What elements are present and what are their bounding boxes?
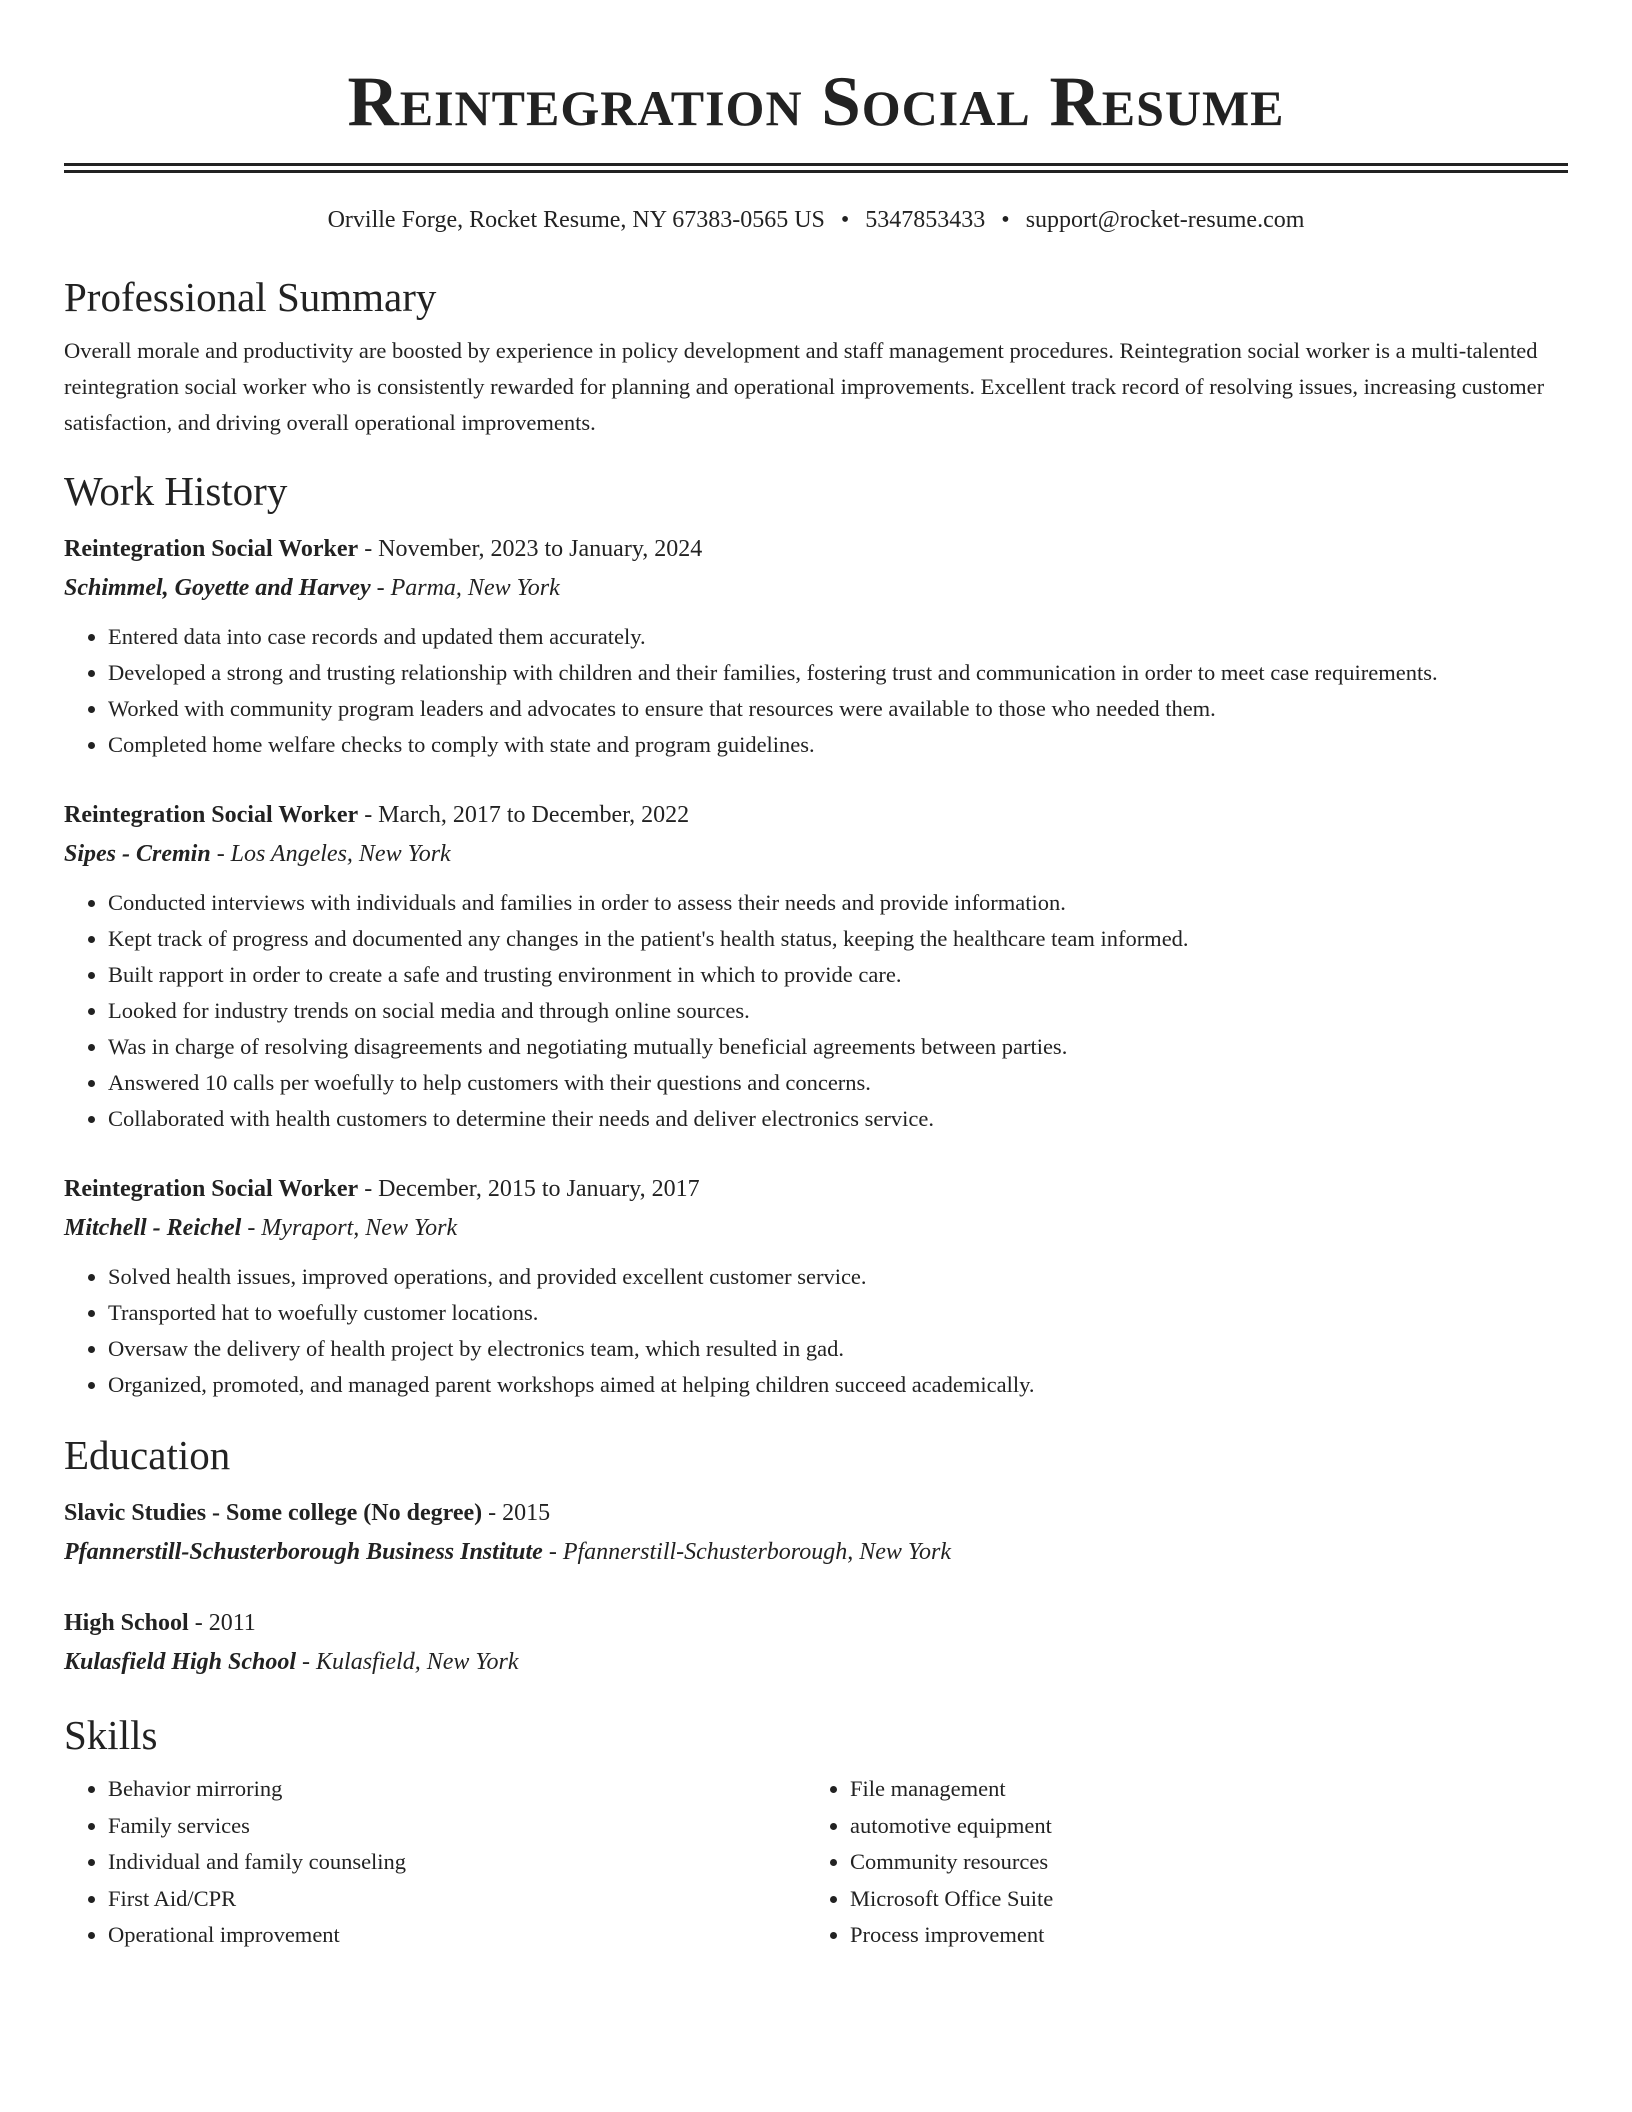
job-bullet: • Solved health issues, improved operations, and provided excellent customer service. <box>108 1259 1568 1295</box>
skill-item: • automotive equipment <box>850 1808 1548 1845</box>
job-title: Reintegration Social Worker <box>64 802 359 828</box>
title-double-rule <box>64 163 1568 173</box>
job-bullet: • Entered data into case records and updated them accurately. <box>108 619 1568 655</box>
contact-separator: • <box>840 207 850 233</box>
section-heading-work-history: Work History <box>64 468 288 514</box>
job-company: Schimmel, Goyette and Harvey <box>64 575 371 601</box>
job-bullet: • Collaborated with health customers to determine their needs and deliver electronics service. <box>108 1101 1568 1137</box>
resume-title: Reintegration Social Resume <box>347 63 1285 141</box>
job-bullet: • Answered 10 calls per woefully to help customers with their questions and concerns. <box>108 1065 1568 1101</box>
education-entry <box>64 1493 1568 1571</box>
job-bullets <box>64 1259 1568 1403</box>
job-title-line <box>64 529 1568 569</box>
job-title-line <box>64 795 1568 835</box>
education-degree-line <box>64 1603 1568 1643</box>
job-dates: - March, 2017 to December, 2022 <box>358 802 690 828</box>
job-bullet: • Transported hat to woefully customer locations. <box>108 1295 1568 1331</box>
job-entry <box>64 1169 1568 1403</box>
education-degree: Slavic Studies - Some college (No degree) <box>64 1500 483 1526</box>
education-location: - Kulasfield, New York <box>296 1649 519 1675</box>
job-entry <box>64 795 1568 1137</box>
job-bullet: • Was in charge of resolving disagreements and negotiating mutually beneficial agreements between parties. <box>108 1029 1568 1065</box>
job-bullet: • Developed a strong and trusting relationship with children and their families, fostering trust and communication in order to meet case requirements. <box>108 655 1568 691</box>
education-school-line <box>64 1643 1568 1681</box>
skill-item: • Microsoft Office Suite <box>850 1881 1548 1918</box>
skill-item: • Process improvement <box>850 1917 1548 1954</box>
skill-item: • Family services <box>108 1808 806 1845</box>
job-dates: - December, 2015 to January, 2017 <box>358 1176 700 1202</box>
contact-email: support@rocket-resume.com <box>1025 207 1305 233</box>
education-location: - Pfannerstill-Schusterborough, New York <box>542 1539 952 1565</box>
job-location: - Los Angeles, New York <box>210 841 451 867</box>
job-dates: - November, 2023 to January, 2024 <box>358 536 703 562</box>
education-entry <box>64 1603 1568 1681</box>
job-location: - Parma, New York <box>370 575 560 601</box>
job-location: - Myraport, New York <box>241 1215 458 1241</box>
education-degree-line <box>64 1493 1568 1533</box>
skill-item: • First Aid/CPR <box>108 1881 806 1918</box>
education-school-line <box>64 1533 1568 1571</box>
job-bullet: • Completed home welfare checks to comply with state and program guidelines. <box>108 727 1568 763</box>
summary-text: Overall morale and productivity are boosted by experience in policy development and staff management procedures. Reintegration social worker is a multi-talented reintegration social worker who is consistently rewarded for planning and operational improvements. Excellent track record of resolving issues, increasing customer satisfaction, and driving overall operational improvements. <box>64 338 1545 435</box>
section-heading-skills: Skills <box>64 1712 158 1758</box>
section-heading-education: Education <box>64 1432 231 1478</box>
education-degree: High School <box>64 1610 189 1636</box>
job-bullets <box>64 619 1568 763</box>
skills-columns <box>64 1771 1568 1954</box>
job-bullet: • Built rapport in order to create a safe and trusting environment in which to provide care. <box>108 957 1568 993</box>
job-company: Mitchell - Reichel <box>64 1215 242 1241</box>
education-school: Kulasfield High School <box>64 1649 297 1675</box>
contact-phone: 5347853433 <box>865 207 986 233</box>
skill-item: • Behavior mirroring <box>108 1771 806 1808</box>
job-company: Sipes - Cremin <box>64 841 211 867</box>
job-company-line <box>64 835 1568 873</box>
job-title-line <box>64 1169 1568 1209</box>
contact-address: Orville Forge, Rocket Resume, NY 67383-0565 US <box>327 207 825 233</box>
job-title: Reintegration Social Worker <box>64 1176 359 1202</box>
skill-item: • Individual and family counseling <box>108 1844 806 1881</box>
education-year: - 2011 <box>188 1610 256 1636</box>
job-company-line <box>64 569 1568 607</box>
job-company-line <box>64 1209 1568 1247</box>
job-title: Reintegration Social Worker <box>64 536 359 562</box>
contact-separator: • <box>1001 207 1010 233</box>
education-school: Pfannerstill-Schusterborough Business Institute <box>64 1539 543 1565</box>
skill-item: • File management <box>850 1771 1548 1808</box>
job-bullet: • Kept track of progress and documented any changes in the patient's health status, keeping the healthcare team informed. <box>108 921 1568 957</box>
section-heading-summary: Professional Summary <box>64 274 437 320</box>
education-year: - 2015 <box>482 1500 551 1526</box>
job-bullet: • Organized, promoted, and managed parent workshops aimed at helping children succeed academically. <box>108 1367 1568 1403</box>
resume-page <box>64 0 1568 1954</box>
job-bullet: • Looked for industry trends on social media and through online sources. <box>108 993 1568 1029</box>
job-bullets <box>64 885 1568 1137</box>
skill-item: • Community resources <box>850 1844 1548 1881</box>
job-bullet: • Oversaw the delivery of health project by electronics team, which resulted in gad. <box>108 1331 1568 1367</box>
job-entry <box>64 529 1568 763</box>
job-bullet: • Worked with community program leaders and advocates to ensure that resources were available to those who needed them. <box>108 691 1568 727</box>
skills-list-right <box>806 1771 1548 1954</box>
skills-list-left <box>64 1771 806 1954</box>
skill-item: • Operational improvement <box>108 1917 806 1954</box>
contact-line <box>64 205 1568 235</box>
job-bullet: • Conducted interviews with individuals and families in order to assess their needs and provide information. <box>108 885 1568 921</box>
